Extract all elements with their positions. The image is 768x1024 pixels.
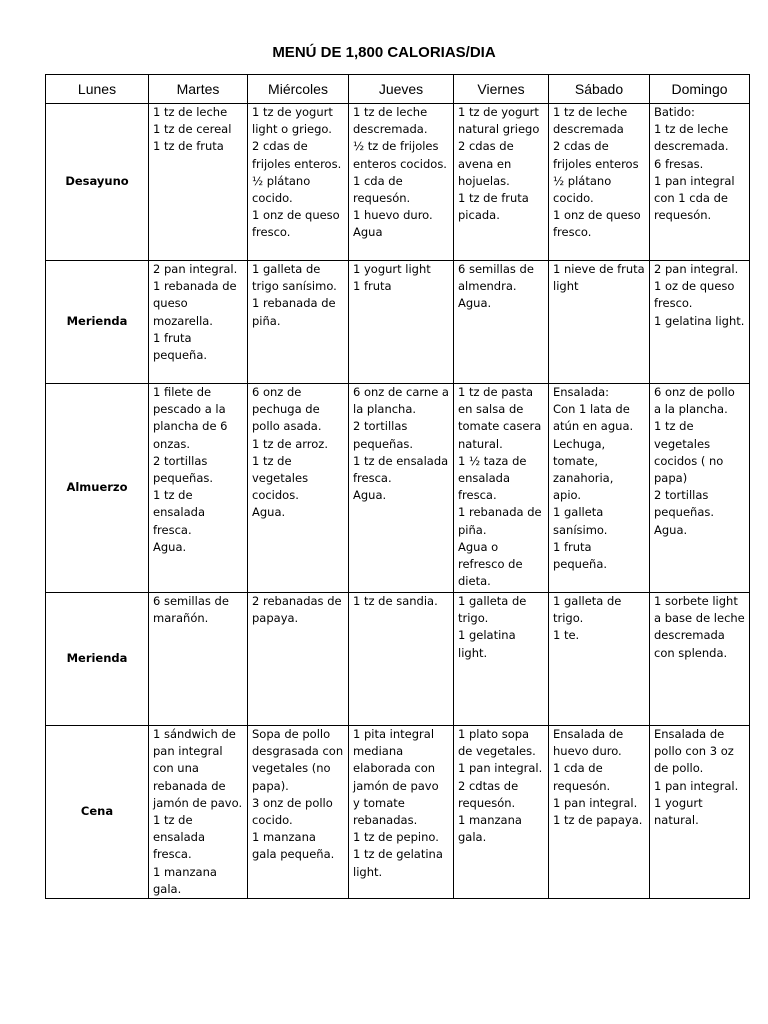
menu-cell: 1 tz de sandia.: [349, 593, 454, 726]
menu-cell: 6 onz de carne a la plancha. 2 tortillas pequeñas. 1 tz de ensalada fresca. Agua.: [349, 384, 454, 593]
column-header-jueves: Jueves: [349, 75, 454, 104]
table-row-cena: [46, 726, 750, 899]
menu-cell: 1 yogurt light 1 fruta: [349, 261, 454, 384]
menu-cell: 1 tz de pasta en salsa de tomate casera natural. 1 ½ taza de ensalada fresca. 1 rebanada de piña. Agua o refresco de dieta.: [454, 384, 549, 593]
menu-cell: 1 nieve de fruta light: [549, 261, 650, 384]
menu-cell: 1 tz de leche descremada. ½ tz de frijoles enteros cocidos. 1 cda de requesón. 1 huevo duro. Agua: [349, 104, 454, 261]
menu-cell: 1 pita integral mediana elaborada con jamón de pavo y tomate rebanadas. 1 tz de pepino. 1 tz de gelatina light.: [349, 726, 454, 899]
column-header-sabado: Sábado: [549, 75, 650, 104]
menu-cell: 6 onz de pechuga de pollo asada. 1 tz de arroz. 1 tz de vegetales cocidos. Agua.: [248, 384, 349, 593]
menu-cell: 6 semillas de marañón.: [149, 593, 248, 726]
meal-label-desayuno: Desayuno: [46, 104, 149, 261]
header-row: [46, 75, 750, 104]
menu-cell: Ensalada de pollo con 3 oz de pollo. 1 pan integral. 1 yogurt natural.: [650, 726, 750, 899]
column-header-lunes: Lunes: [46, 75, 149, 104]
menu-cell: 1 tz de yogurt light o griego. 2 cdas de frijoles enteros. ½ plátano cocido. 1 onz de queso fresco.: [248, 104, 349, 261]
menu-table: [45, 74, 750, 899]
column-header-viernes: Viernes: [454, 75, 549, 104]
menu-cell: 1 galleta de trigo sanísimo. 1 rebanada de piña.: [248, 261, 349, 384]
meal-label-merienda: Merienda: [46, 593, 149, 726]
menu-cell: 6 onz de pollo a la plancha. 1 tz de vegetales cocidos ( no papa) 2 tortillas pequeñas. Agua.: [650, 384, 750, 593]
menu-cell: Sopa de pollo desgrasada con vegetales (no papa). 3 onz de pollo cocido. 1 manzana gala pequeña.: [248, 726, 349, 899]
menu-cell: 2 pan integral. 1 oz de queso fresco. 1 gelatina light.: [650, 261, 750, 384]
menu-cell: 2 rebanadas de papaya.: [248, 593, 349, 726]
meal-label-cena: Cena: [46, 726, 149, 899]
menu-cell: 1 tz de leche descremada 2 cdas de frijoles enteros ½ plátano cocido. 1 onz de queso fresco.: [549, 104, 650, 261]
column-header-martes: Martes: [149, 75, 248, 104]
meal-label-merienda: Merienda: [46, 261, 149, 384]
menu-cell: 1 plato sopa de vegetales. 1 pan integral. 2 cdtas de requesón. 1 manzana gala.: [454, 726, 549, 899]
menu-cell: 1 sándwich de pan integral con una rebanada de jamón de pavo. 1 tz de ensalada fresca. 1 manzana gala.: [149, 726, 248, 899]
table-row-almuerzo: [46, 384, 750, 593]
column-header-miercoles: Miércoles: [248, 75, 349, 104]
page-title: MENÚ DE 1,800 CALORIAS/DIA: [272, 44, 496, 61]
table-row-merienda: [46, 593, 750, 726]
menu-cell: 1 galleta de trigo. 1 te.: [549, 593, 650, 726]
menu-cell: 1 tz de yogurt natural griego 2 cdas de avena en hojuelas. 1 tz de fruta picada.: [454, 104, 549, 261]
menu-cell: 1 sorbete light a base de leche descremada con splenda.: [650, 593, 750, 726]
meal-label-almuerzo: Almuerzo: [46, 384, 149, 593]
menu-cell: 2 pan integral. 1 rebanada de queso mozarella. 1 fruta pequeña.: [149, 261, 248, 384]
column-header-domingo: Domingo: [650, 75, 750, 104]
menu-cell: Ensalada de huevo duro. 1 cda de requesón. 1 pan integral. 1 tz de papaya.: [549, 726, 650, 899]
menu-cell: 6 semillas de almendra. Agua.: [454, 261, 549, 384]
table-row-merienda: [46, 261, 750, 384]
menu-cell: Ensalada: Con 1 lata de atún en agua. Lechuga, tomate, zanahoria, apio. 1 galleta sanísimo. 1 fruta pequeña.: [549, 384, 650, 593]
menu-cell: 1 filete de pescado a la plancha de 6 onzas. 2 tortillas pequeñas. 1 tz de ensalada fresca. Agua.: [149, 384, 248, 593]
menu-cell: 1 galleta de trigo. 1 gelatina light.: [454, 593, 549, 726]
menu-cell: Batido: 1 tz de leche descremada. 6 fresas. 1 pan integral con 1 cda de requesón.: [650, 104, 750, 261]
table-row-desayuno: [46, 104, 750, 261]
menu-cell: 1 tz de leche 1 tz de cereal 1 tz de fruta: [149, 104, 248, 261]
